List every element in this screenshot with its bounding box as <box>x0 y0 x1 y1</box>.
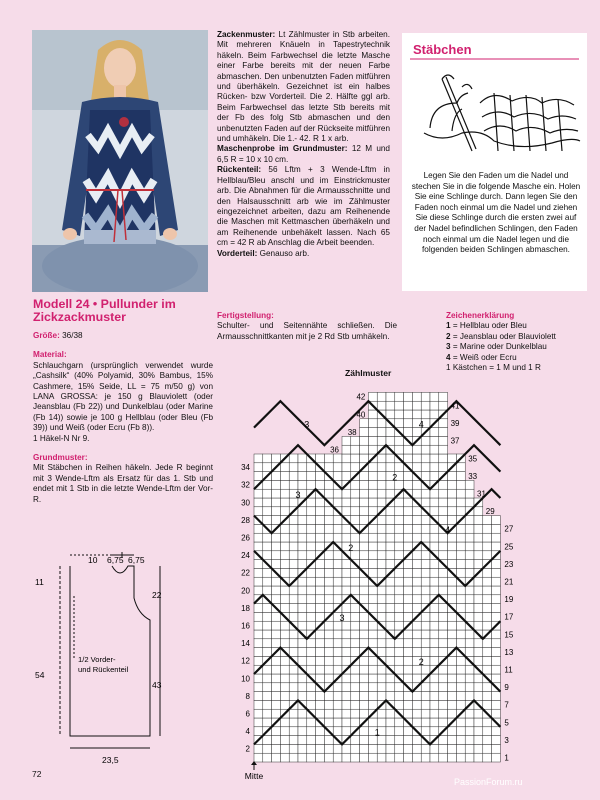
chart-row-number: 15 <box>504 630 514 640</box>
fertigstellung-section <box>217 311 397 342</box>
legend-item: 2 = Jeansblau oder Blauviolett <box>446 331 556 341</box>
rueckenteil-label: Rückenteil: <box>217 165 262 175</box>
chart-row-number: 18 <box>241 603 250 613</box>
chart-row-number: 21 <box>504 577 514 587</box>
chart-row-number: 22 <box>241 568 250 578</box>
chart-row-number: 11 <box>504 665 513 675</box>
chart-zone-number: 2 <box>418 657 424 668</box>
zaehlmuster-title: Zählmuster <box>345 368 392 378</box>
chart-zone-number: 4 <box>418 419 424 430</box>
rueckenteil-text: 56 Lftm + 3 Wende-Lftm in Hellblau/Bleu anschl und im Einstrickmuster arb. Die Abnahmen für die Armausschnitte und den Halsausschnitt arb wie im Zählmuster eingezeichnet arbeiten, dazu am Reihenende die Maschen mit Kettmaschen überhäkeln und am Reihenende unbehäkelt lassen. Nach 65 cm = 42 R ab Anschlag die Arbeit beenden. <box>217 165 390 248</box>
chart-row-number: 38 <box>347 427 357 437</box>
maschenprobe-label: Maschenprobe im Grundmuster: <box>217 144 348 154</box>
schematic-neck-a: 6,75 <box>107 555 124 565</box>
watermark: PassionForum.ru <box>454 777 523 787</box>
chart-row-number: 9 <box>504 683 509 693</box>
chart-zone-number: 3 <box>304 419 310 430</box>
zaehlmuster-chart <box>228 378 530 780</box>
garment-schematic <box>30 548 210 768</box>
material-label: Material: <box>33 350 67 360</box>
legend-item: 1 = Hellblau oder Bleu <box>446 321 527 331</box>
legend-item: 3 = Marine oder Dunkelblau <box>446 342 547 352</box>
chart-row-number: 14 <box>241 639 250 649</box>
fertigstellung-text: Schulter- und Seitennähte schließen. Die Armausschnittkanten mit je 2 Rd Stb umhäkeln. <box>217 321 397 341</box>
zackenmuster-label: Zackenmuster: <box>217 30 276 39</box>
legend-kaestchen: 1 Kästchen = 1 M und 1 R <box>446 363 541 373</box>
grundmuster-text: Mit Stäbchen in Reihen häkeln. Jede R beginnt mit 3 Wende-Lftm als Ersatz für das 1. Stb und endet mit 1 Stb in die letzte Wende-Lftm der Vor-R. <box>33 463 213 504</box>
chart-row-number: 8 <box>245 691 250 701</box>
chart-row-number: 10 <box>241 674 250 684</box>
chart-row-number: 12 <box>241 656 250 666</box>
chart-zone-number: 3 <box>295 490 301 500</box>
chart-zone-number: 4 <box>445 525 451 536</box>
chart-row-number: 13 <box>504 647 514 657</box>
schematic-top-left: 10 <box>88 555 98 565</box>
needle-text: 1 Häkel-N Nr 9. <box>33 433 90 443</box>
staebchen-text: Legen Sie den Faden um die Nadel und stechen Sie in die folgende Masche ein. Holen Sie eine Schlinge durch. Dann legen Sie den Faden noch einmal um die Nadel und ziehen Sie diese Schlinge durch die ersten zwei auf der Nadel befindlichen Schlingen, den Faden noch einmal um die Nadel legen und die folgenden beiden Schlingen abmaschen. <box>411 171 581 255</box>
schematic-neck-b: 6,75 <box>128 555 145 565</box>
instructions-column <box>217 30 390 259</box>
chart-row-number: 36 <box>330 445 339 455</box>
chart-row-number: 3 <box>504 735 509 745</box>
maschenprobe-text: 12 M und 6,5 R = 10 x 10 cm. <box>217 144 390 164</box>
chart-row-number: 30 <box>241 498 250 508</box>
chart-row-number: 28 <box>241 515 250 525</box>
chart-row-number: 20 <box>241 586 250 596</box>
legend-item: 4 = Weiß oder Ecru <box>446 352 517 362</box>
chart-row-number: 23 <box>504 559 514 569</box>
materials-column <box>33 331 213 505</box>
chart-row-number: 35 <box>468 454 478 464</box>
chart-row-number: 5 <box>504 718 509 728</box>
chart-row-number: 29 <box>485 507 495 517</box>
schematic-left-total: 54 <box>35 670 45 680</box>
chart-zone-number: 2 <box>348 542 354 553</box>
chart-row-number: 37 <box>450 436 460 446</box>
chart-row-number: 42 <box>356 392 366 402</box>
schematic-right-lower: 43 <box>152 680 162 690</box>
chart-row-number: 32 <box>241 480 250 490</box>
staebchen-title: Stäbchen <box>413 42 472 57</box>
chart-row-number: 2 <box>245 744 250 754</box>
chart-row-number: 19 <box>504 595 514 605</box>
chart-row-number: 33 <box>468 471 478 481</box>
material-text: Schlauchgarn (ursprünglich verwendet wurde „Cashsilk“ (40% Polyamid, 30% Bambus, 15% Cashmere, 15% Seide, LL = 75 m/50 g) von LANA GROSSA: je 150 g Blauviolett (oder Jeansblau (Fb 22)) und Dunkelblau (oder Marine (Fb 14)) sowie je 100 g Hellblau (oder Bleu (Fb 39)) und Weiß (oder Ecru (Fb 8)). <box>33 360 213 433</box>
page-number: 72 <box>32 769 42 779</box>
chart-row-number: 40 <box>356 410 366 420</box>
chart-zone-number: 2 <box>392 472 398 483</box>
chart-row-number: 17 <box>504 612 514 622</box>
vorderteil-text: Genauso arb. <box>259 248 310 258</box>
chart-row-number: 34 <box>241 463 250 473</box>
schematic-label-line2: und Rückenteil <box>78 665 129 674</box>
chart-row-number: 41 <box>450 401 460 411</box>
chart-row-number: 24 <box>241 551 250 561</box>
chart-row-number: 6 <box>245 709 250 719</box>
chart-row-number: 39 <box>450 419 460 429</box>
chart-row-number: 27 <box>504 524 514 534</box>
schematic-armhole: 11 <box>35 577 44 587</box>
schematic-bottom-width: 23,5 <box>102 755 119 765</box>
chart-row-number: 1 <box>504 753 509 763</box>
fertigstellung-label: Fertigstellung: <box>217 311 274 320</box>
chart-row-number: 7 <box>504 700 509 710</box>
size-label: Größe: <box>33 331 60 340</box>
chart-row-number: 26 <box>241 533 250 543</box>
chart-zone-number: 3 <box>339 613 345 624</box>
model-photo <box>32 30 208 292</box>
model-title: Modell 24 • Pullunder im Zickzackmuster <box>33 297 176 324</box>
schematic-right-upper: 22 <box>152 590 162 600</box>
legend-label: Zeichenerklärung <box>446 311 515 320</box>
chart-zone-number: 1 <box>374 727 380 738</box>
zackenmuster-text: Lt Zählmuster in Stb arbeiten. Mit mehreren Knäueln in Tapestrytechnik häkeln. Beim Farbwechsel die letzte Masche einer Farbe bereits mit der neuen Farbe abmaschen. Den unbenutzten Faden mitführen und überhäkeln. Gezeichnet ist ein halbes Rücken- bzw Vorderteil. Die 2. Hälfte ggl arb. Beim Farbwechsel das letzte Stb bereits mit der Fb des folg Stb abmaschen und den unbenutzten Faden auf der Rückseite mitführen und umhäkeln. Die 1.- 42. R 1 x arb. <box>217 30 390 144</box>
chart-row-number: 25 <box>504 542 514 552</box>
chart-row-number: 16 <box>241 621 250 631</box>
chart-row-number: 4 <box>245 727 250 737</box>
size-value: 36/38 <box>62 331 83 340</box>
mitte-label: Mitte <box>244 771 264 780</box>
chart-row-number: 31 <box>477 489 486 499</box>
schematic-label-line1: 1/2 Vorder- <box>78 655 116 664</box>
vorderteil-label: Vorderteil: <box>217 248 258 258</box>
legend-section <box>446 311 596 373</box>
grundmuster-label: Grundmuster: <box>33 453 88 463</box>
